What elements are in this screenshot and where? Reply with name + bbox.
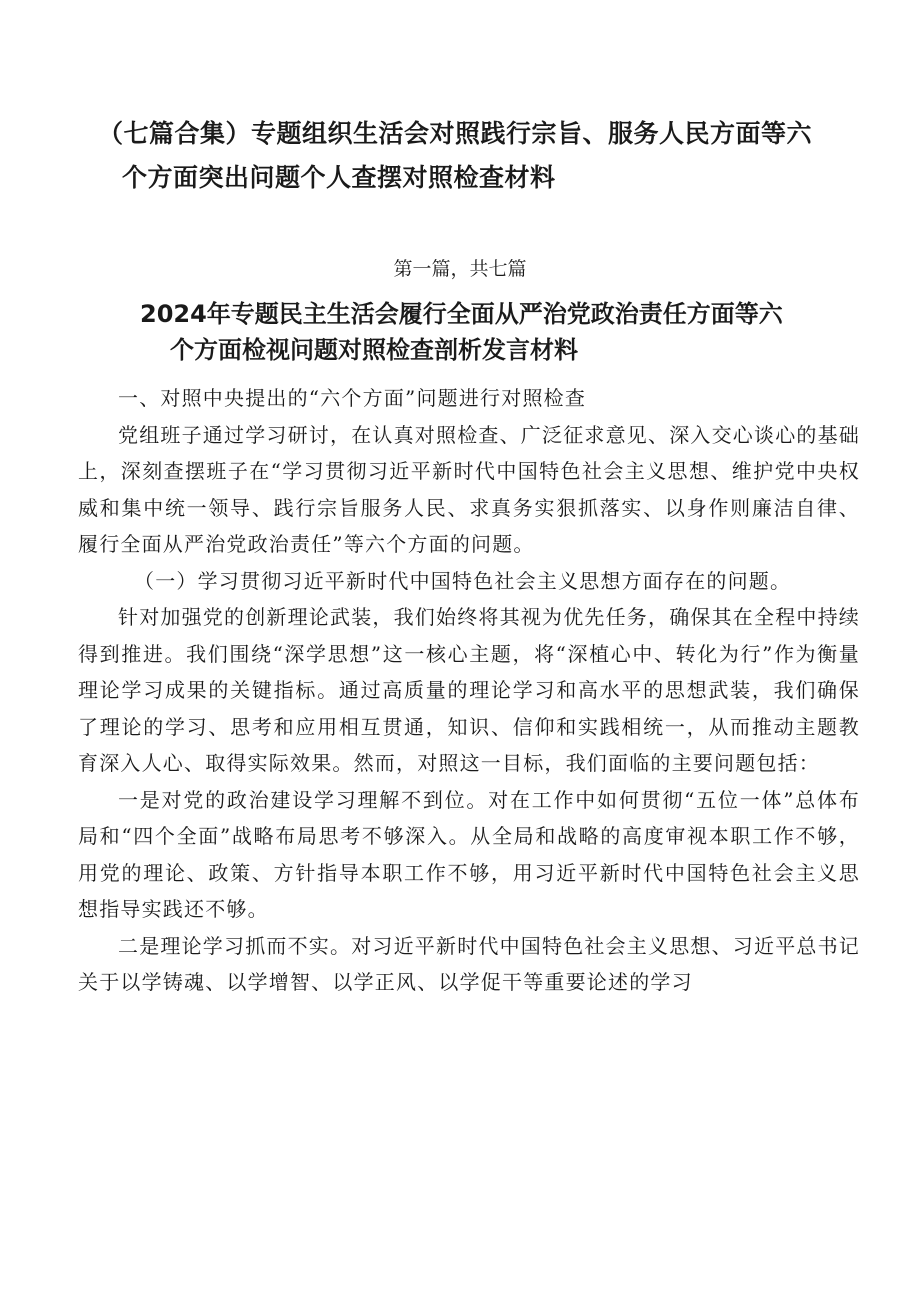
paragraph-problem-1: 一是对党的政治建设学习理解不到位。对在工作中如何贯彻“五位一体”总体布局和“四个全面”战略布局思考不够深入。从全局和战略的高度审视本职工作不够，用党的理论、政策、方针指导本职工作不够，用习近平新时代中国特色社会主义思想指导实践还不够。 <box>78 787 860 921</box>
paragraph-problem-2: 二是理论学习抓而不实。对习近平新时代中国特色社会主义思想、习近平总书记关于以学铸魂、以学增智、以学正风、以学促干等重要论述的学习 <box>78 933 860 994</box>
paragraph-theory: 针对加强党的创新理论武装，我们始终将其视为优先任务，确保其在全程中持续得到推进。我们围绕“深学思想”这一核心主题，将“深植心中、转化为行”作为衡量理论学习成果的关键指标。通过高质量的理论学习和高水平的思想武装，我们确保了理论的学习、思考和应用相互贯通，知识、信仰和实践相统一，从而推动主题教育深入人心、取得实际效果。然而，对照这一目标，我们面临的主要问题包括： <box>78 605 860 775</box>
section-heading: 一、对照中央提出的“六个方面”问题进行对照检查 <box>118 386 587 410</box>
document-title <box>98 112 858 200</box>
document-title-line-1: （七篇合集）专题组织生活会对照践行宗旨、服务人民方面等六 <box>98 119 813 148</box>
document-title-line-2: 个方面突出问题个人查摆对照检查材料 <box>122 163 556 192</box>
article-subtitle-line-1: 2024年专题民主生活会履行全面从严治党政治责任方面等六 <box>140 300 783 328</box>
subsection-heading: （一）学习贯彻习近平新时代中国特色社会主义思想方面存在的问题。 <box>134 568 792 593</box>
part-label: 第一篇，共七篇 <box>393 258 527 280</box>
article-subtitle-line-2: 个方面检视问题对照检查剖析发言材料 <box>170 336 578 364</box>
article-body <box>78 380 860 1001</box>
article-subtitle <box>140 296 860 368</box>
paragraph-intro: 党组班子通过学习研讨，在认真对照检查、广泛征求意见、深入交心谈心的基础上，深刻查摆班子在“学习贯彻习近平新时代中国特色社会主义思想、维护党中央权威和集中统一领导、践行宗旨服务人民、求真务实狠抓落实、以身作则廉洁自律、履行全面从严治党政治责任”等六个方面的问题。 <box>78 422 860 556</box>
